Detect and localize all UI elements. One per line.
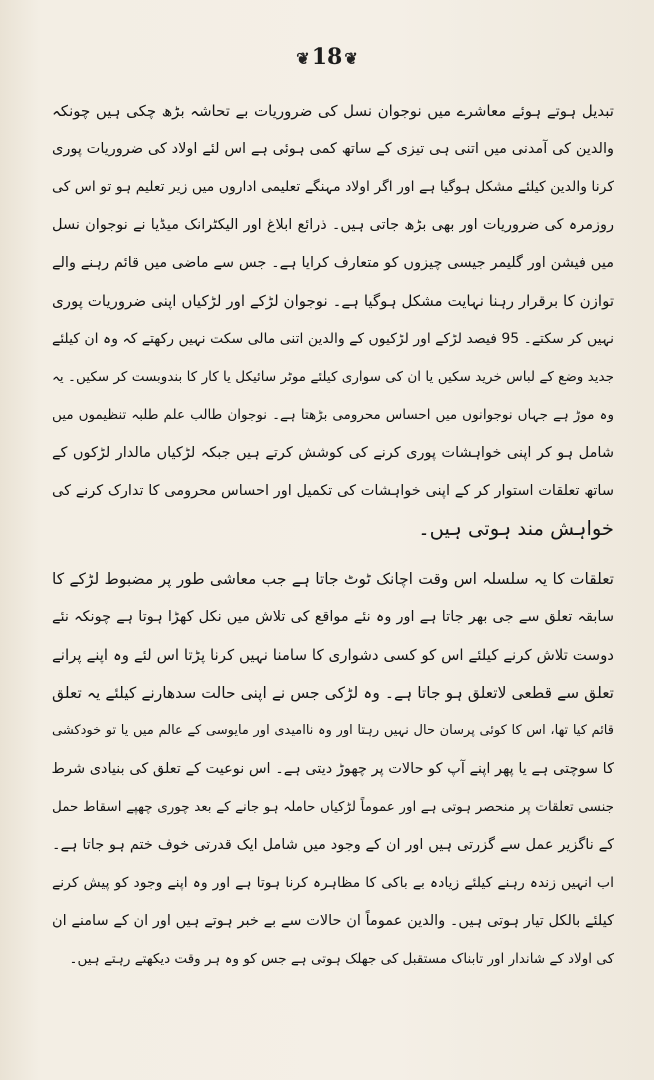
text-line: خواہش مند ہوتی ہیں۔	[418, 517, 614, 540]
text-line: سابقہ تعلق سے جی بھر جاتا ہے اور وہ نئے مواقع کی تلاش میں نکل کھڑا ہوتا ہے چونکہ نئے	[52, 609, 614, 625]
text-line: جنسی تعلقات پر منحصر ہوتی ہے اور عموماً لڑکیاں حاملہ ہو جانے کے بعد چوری چھپے اسقاط حمل	[52, 799, 614, 815]
text-line: تعلق سے قطعی لاتعلق ہو جاتا ہے۔ وہ لڑکی جس نے اپنی حالت سدھارنے کیلئے یہ تعلق	[52, 684, 614, 702]
paragraph-1	[52, 92, 614, 548]
page-number-value: 18	[311, 44, 343, 70]
text-line: تبدیل ہوتے ہوئے معاشرے میں نوجوان نسل کی ضروریات بے تحاشہ بڑھ چکی ہیں چونکہ	[52, 102, 614, 120]
text-line: کا سوچتی ہے یا پھر اپنے آپ کو حالات پر چھوڑ دیتی ہے۔ اس نوعیت کے تعلق کی بنیادی شرط	[52, 761, 614, 777]
text-line: تعلقات کا یہ سلسلہ اس وقت اچانک ٹوٹ جاتا ہے جب معاشی طور پر مضبوط لڑکے کا	[52, 570, 614, 588]
text-line: وہ موڑ ہے جہاں نوجوانوں میں احساس محرومی بڑھتا ہے۔ نوجوان طالب علم طلبہ تنظیموں میں	[52, 407, 614, 423]
text-line: شامل ہو کر اپنی خواہشات پوری کرنے کی کوشش کرتے ہیں جبکہ لڑکیاں مالدار لڑکوں کے	[52, 445, 614, 461]
text-line: میں فیشن اور گلیمر جیسی چیزوں کو متعارف کرایا ہے۔ جس سے ماضی میں قائم رہنے والے	[52, 255, 614, 271]
paragraph-2	[52, 560, 614, 978]
text-line: نہیں کر سکتے۔ 95 فیصد لڑکے اور لڑکیوں کے والدین اتنی مالی سکت نہیں رکھتے کہ وہ ان کیلئے	[52, 331, 614, 347]
text-line: توازن کا برقرار رہنا نہایت مشکل ہوگیا ہے۔ نوجوان لڑکے اور لڑکیاں اپنی ضروریات پوری	[52, 292, 614, 310]
ornament-right-icon: ❦	[344, 49, 358, 68]
text-line: کرنا والدین کیلئے مشکل ہوگیا ہے اور اگر اولاد مہنگے تعلیمی اداروں میں زیر تعلیم ہو تو اس کی	[52, 179, 614, 195]
text-line: جدید وضع کے لباس خرید سکیں یا ان کی سواری کیلئے موٹر سائیکل یا کار کا بندوبست کر سکیں۔ یہ	[52, 369, 614, 385]
text-line: کی اولاد کے شاندار اور تابناک مستقبل کی جھلک ہوتی ہے جس کو وہ ہر وقت دیکھتے رہتے ہیں۔	[69, 951, 614, 967]
text-line: قائم کیا تھا، اس کا کوئی پرسان حال نہیں رہتا اور وہ ناامیدی اور مایوسی کے عالم میں یا تو خودکشی	[52, 723, 614, 738]
text-line: ساتھ تعلقات استوار کر کے اپنی خواہشات کی تکمیل اور احساس محرومی کا تدارک کرنے کی	[52, 483, 614, 499]
ornament-left-icon: ❦	[296, 49, 310, 68]
text-line: کیلئے بالکل تیار ہوتی ہیں۔ والدین عموماً ان حالات سے بے خبر ہوتے ہیں اور ان کے سامنے ان	[52, 913, 614, 929]
text-line: والدین کی آمدنی میں اتنی ہی تیزی کے ساتھ کمی ہوئی ہے اس لئے اولاد کی ضروریات پوری	[52, 141, 614, 157]
text-line: دوست تلاش کرنے کیلئے اس کو کسی دشواری کا سامنا نہیں کرنا پڑتا اس لئے وہ اپنے پرانے	[52, 646, 614, 664]
page-number	[0, 44, 654, 70]
text-line: کے ناگزیر عمل سے گزرتی ہیں اور ان کے وجود میں شامل ایک قدرتی خوف ختم ہو جاتا ہے۔	[52, 837, 614, 853]
text-line: روزمرہ کی ضروریات اور بھی بڑھ جاتی ہیں۔ ذرائع ابلاغ اور الیکٹرانک میڈیا نے نوجوان نسل	[52, 217, 614, 233]
body-text	[52, 92, 614, 978]
text-line: اب انہیں زندہ رہنے کیلئے زیادہ بے باکی کا مظاہرہ کرنا ہوتا ہے اور وہ اپنے وجود کو پیش کرنے	[52, 875, 614, 891]
